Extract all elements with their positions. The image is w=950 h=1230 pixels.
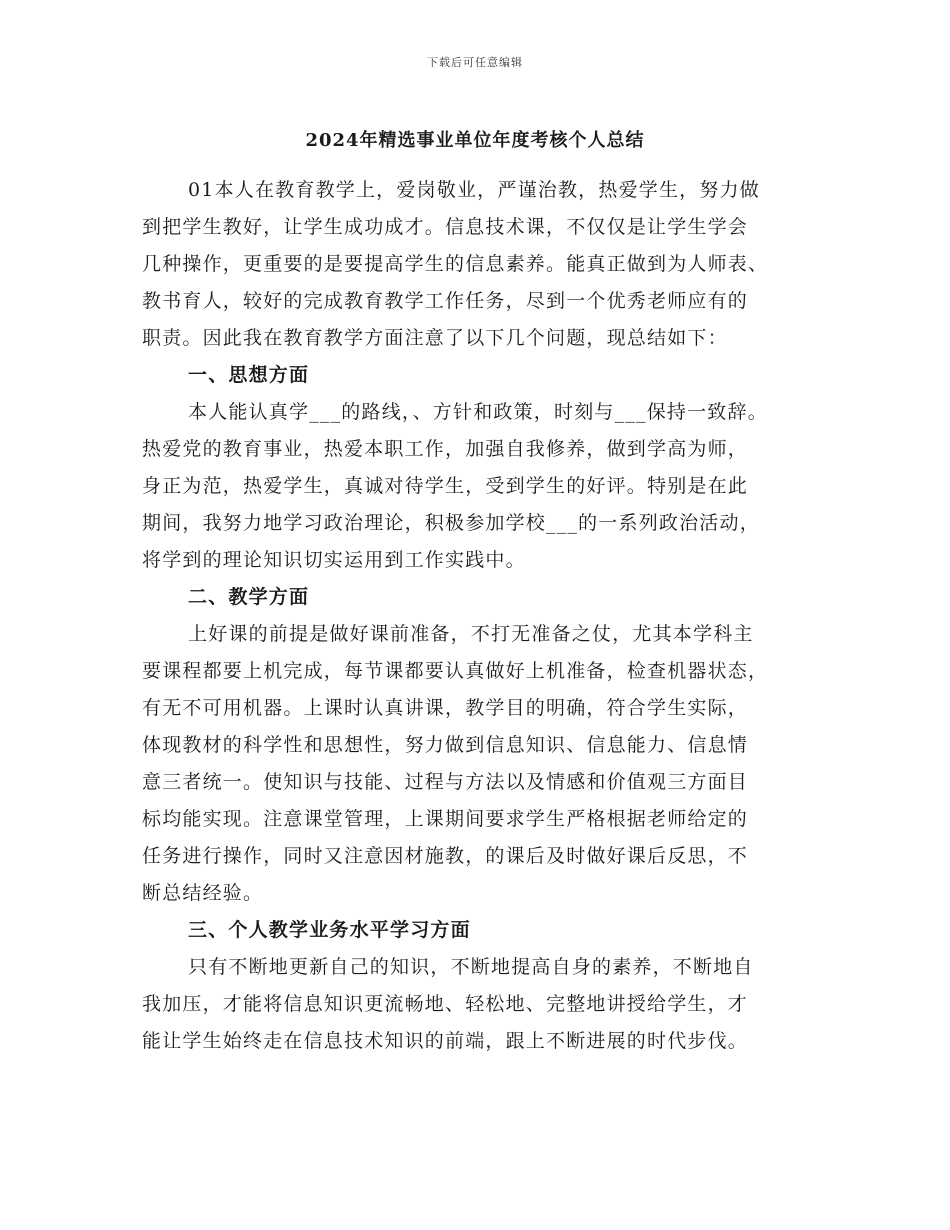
- section-heading-thought: 一、思想方面: [188, 364, 310, 386]
- paragraph-line: 热爱党的教育事业，热爱本职工作，加强自我修养，做到学高为师，: [142, 438, 749, 460]
- paragraph-line: 意三者统一。使知识与技能、过程与方法以及情感和价值观三方面目: [142, 771, 749, 793]
- paragraph-line: 期间，我努力地学习政治理论，积极参加学校___的一系列政治活动，: [142, 512, 760, 534]
- paragraph-line: 标均能实现。注意课堂管理，上课期间要求学生严格根据老师给定的: [142, 808, 749, 830]
- section-paragraph-teaching: [142, 616, 822, 912]
- paragraph-line: 任务进行操作，同时又注意因材施教，的课后及时做好课后反思，不: [142, 845, 749, 867]
- section-heading-professional: 三、个人教学业务水平学习方面: [188, 919, 471, 941]
- document-body: [142, 172, 822, 1060]
- paragraph-line: 断总结经验。: [142, 882, 264, 904]
- paragraph-line: 本人能认真学___的路线，、方针和政策，时刻与___保持一致辞。: [188, 401, 768, 423]
- section-paragraph-thought: [142, 394, 822, 579]
- paragraph-line: 有无不可用机器。上课时认真讲课，教学目的明确，符合学生实际，: [142, 697, 749, 719]
- paragraph-line: 职责。因此我在教育教学方面注意了以下几个问题，现总结如下：: [142, 327, 728, 349]
- paragraph-line: 能让学生始终走在信息技术知识的前端，跟上不断进展的时代步伐。: [142, 1030, 749, 1052]
- paragraph-line: 身正为范，热爱学生，真诚对待学生，受到学生的好评。特别是在此: [142, 475, 749, 497]
- section-paragraph-professional: [142, 949, 822, 1060]
- paragraph-line: 上好课的前提是做好课前准备，不打无准备之仗，尤其本学科主: [188, 623, 754, 645]
- document-title: 2024年精选事业单位年度考核个人总结: [305, 130, 645, 151]
- paragraph-line: 要课程都要上机完成，每节课都要认真做好上机准备，检查机器状态，: [142, 660, 769, 682]
- paragraph-line: 体现教材的科学性和思想性，努力做到信息知识、信息能力、信息情: [142, 734, 749, 756]
- paragraph-line: 01本人在教育教学上，爱岗敬业，严谨治教，热爱学生，努力做: [188, 179, 760, 201]
- paragraph-line: 到把学生教好，让学生成功成才。信息技术课，不仅仅是让学生学会: [142, 216, 749, 238]
- paragraph-line: 只有不断地更新自己的知识，不断地提高自身的素养，不断地自: [188, 956, 754, 978]
- paragraph-line: 几种操作，更重要的是要提高学生的信息素养。能真正做到为人师表、: [142, 253, 769, 275]
- paragraph-line: 将学到的理论知识切实运用到工作实践中。: [142, 549, 526, 571]
- paragraph-line: 我加压，才能将信息知识更流畅地、轻松地、完整地讲授给学生，才: [142, 993, 749, 1015]
- paragraph-line: 教书育人，较好的完成教育教学工作任务，尽到一个优秀老师应有的: [142, 290, 749, 312]
- section-heading-teaching: 二、教学方面: [188, 586, 310, 608]
- page-header: 下载后可任意编辑: [427, 56, 523, 69]
- intro-paragraph: [142, 172, 822, 357]
